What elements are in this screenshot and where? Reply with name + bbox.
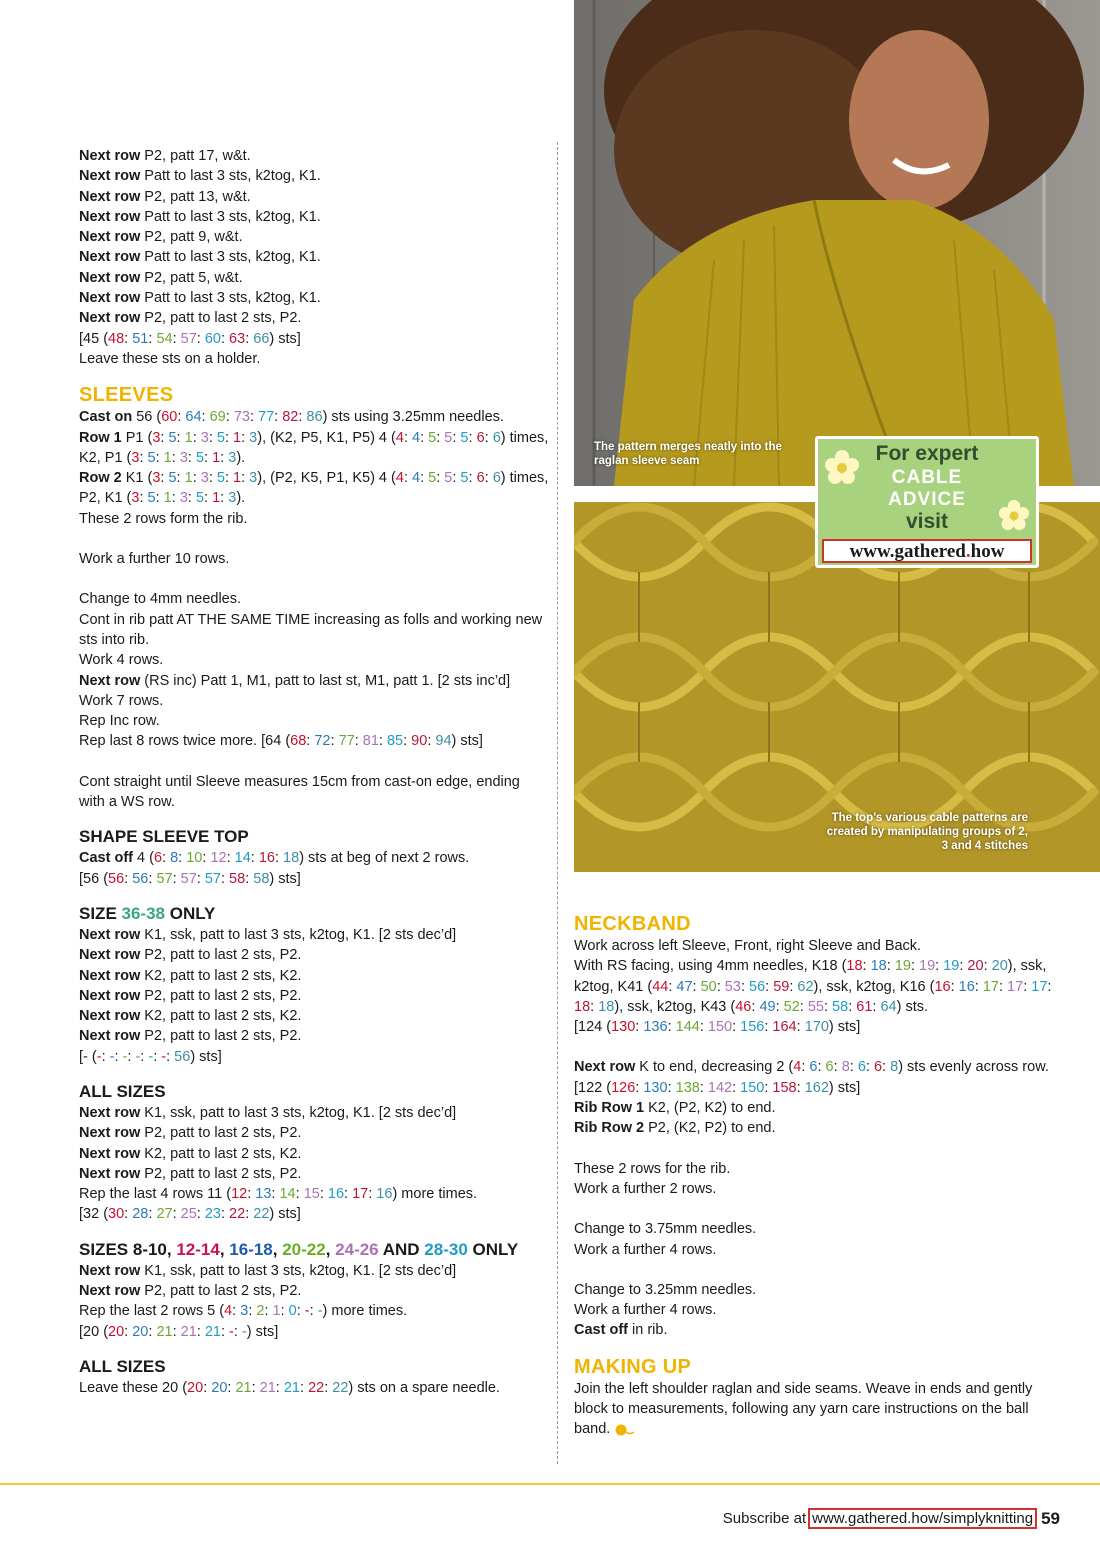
shape-sleeve-top-heading: SHAPE SLEEVE TOP	[79, 827, 249, 847]
pattern-row: Next row P2, patt 13, w&t.	[79, 188, 251, 205]
pickup-line: With RS facing, using 4mm needles, K18 (18: 18: 19: 19: 19: 20: 20), ssk, k2tog, K41 (44: 47: 50: 53: 56: 59: 62), ssk, k2tog, K16 (16: 16: 17: 17: 17: 18: 18), ssk, k2tog, K43 (46: 49: 52: 55: 58: 61: 64) sts.	[574, 958, 1052, 1015]
rib-note: These 2 rows for the rib.	[574, 1160, 731, 1177]
pattern-row: Next row K1, ssk, patt to last 3 sts, k2tog, K1. [2 sts dec’d]	[79, 1262, 457, 1279]
cast-off-counts: 4 (6: 8: 10: 12: 14: 16: 18)	[137, 850, 305, 867]
making-up-text: Join the left shoulder raglan and side seams. Weave in ends and gently block to measurements, following any yarn care instructions on the ball band.	[574, 1380, 1033, 1438]
inc-row-text: (RS inc) Patt 1, M1, patt to last st, M1, patt 1. [2 sts inc’d]	[140, 672, 511, 689]
stitch-count: [32 (30: 28: 27: 25: 23: 22: 22) sts]	[79, 1206, 301, 1223]
size-36-38-rows	[79, 925, 549, 1047]
footer-subscribe: Subscribe at	[722, 1510, 807, 1527]
all-sizes-heading-2: ALL SIZES	[79, 1356, 166, 1376]
model-photo	[574, 0, 1100, 486]
further-4a: Work a further 4 rows.	[574, 1241, 717, 1258]
promo-line-1: For expert	[875, 442, 979, 465]
change-375: Change to 3.75mm needles.	[574, 1221, 757, 1238]
work-7: Work 7 rows.	[79, 692, 164, 709]
dec-row: Next row K to end, decreasing 2 (4: 6: 6: 8: 6: 6: 8) sts evenly across row. [122 (126: 130: 138: 142: 150: 158: 162) sts]	[574, 1059, 1049, 1096]
pattern-row: Next row Patt to last 3 sts, k2tog, K1.	[79, 208, 321, 225]
stitch-count: [124 (130: 136: 144: 150: 156: 164: 170) sts]	[574, 1019, 861, 1036]
cont-straight: Cont straight until Sleeve measures 15cm from cast-on edge, ending with a WS row.	[79, 773, 520, 811]
pattern-row: Next row K2, patt to last 2 sts, K2.	[79, 967, 302, 984]
rep-last-8-text: Rep last 8 rows twice more. [	[79, 733, 266, 750]
stitch-count: [20 (20: 20: 21: 21: 21: -: -) sts]	[79, 1323, 279, 1340]
cast-off-line	[79, 848, 549, 868]
rep-last-8-counts: 64 (68: 72: 77: 81: 85: 90: 94)	[265, 733, 457, 750]
rib-row-2: Rib Row 2 P2, (K2, P2) to end.	[574, 1120, 776, 1137]
cast-off-tail: sts at beg of next 2 rows.	[304, 850, 470, 867]
all-sizes-rows	[79, 1103, 549, 1184]
pattern-row: Next row K1, ssk, patt to last 3 sts, k2tog, K1. [2 sts dec’d]	[79, 926, 457, 943]
stitch-count: [56 (56: 56: 57: 57: 57: 58: 58) sts]	[79, 870, 301, 887]
pattern-row: Next row P2, patt 9, w&t.	[79, 229, 243, 246]
pattern-row: Next row K2, patt to last 2 sts, K2.	[79, 1145, 302, 1162]
further-10: Work a further 10 rows.	[79, 551, 230, 568]
cast-off-label: Cast off	[79, 850, 133, 867]
neckband-heading: NECKBAND	[574, 913, 691, 935]
sleeves-heading: SLEEVES	[79, 384, 174, 407]
stitch-count: [45 (48: 51: 54: 57: 60: 63: 66) sts]	[79, 330, 301, 347]
making-up-heading: MAKING UP	[574, 1355, 692, 1378]
page-number: 59	[1041, 1508, 1060, 1528]
cast-off-rib: Cast off in rib.	[574, 1322, 668, 1339]
row-1-label: Row 1	[79, 429, 122, 446]
pattern-row: Next row K2, patt to last 2 sts, K2.	[79, 1008, 302, 1025]
sizes-multi-heading: SIZES 8-10, 12-14, 16-18, 20-22, 24-26 AND 28-30 ONLY	[79, 1239, 519, 1259]
footer-rule	[0, 1483, 1100, 1485]
further-4b: Work a further 4 rows.	[574, 1302, 717, 1319]
inc-row-label: Next row	[79, 672, 141, 689]
all-sizes-heading: ALL SIZES	[79, 1081, 166, 1101]
row-2: Row 2 K1 (3: 5: 1: 3: 5: 1: 3), (P2, K5, P1, K5) 4 (4: 4: 5: 5: 5: 6: 6) times, P2, K1 (3: 5: 1: 3: 5: 1: 3).	[79, 470, 549, 507]
promo-line-2: CABLE ADVICE	[888, 467, 966, 510]
left-column	[79, 146, 549, 1398]
row-1: Row 1 P1 (3: 5: 1: 3: 5: 1: 3), (K2, P5, K1, P5) 4 (4: 4: 5: 5: 5: 6: 6) times, K2, P1 (3: 5: 1: 3: 5: 1: 3).	[79, 429, 549, 466]
pattern-row: Next row P2, patt to last 2 sts, P2.	[79, 310, 302, 327]
work-4: Work 4 rows.	[79, 652, 164, 669]
work-across: Work across left Sleeve, Front, right Sleeve and Back.	[574, 938, 922, 954]
rep-last-4: Rep the last 4 rows 11 (12: 13: 14: 15: 16: 17: 16) more times.	[79, 1186, 478, 1203]
pattern-row: Next row P2, patt 5, w&t.	[79, 269, 243, 286]
cast-on-counts: 56 (60: 64: 69: 73: 77: 82: 86)	[136, 409, 328, 426]
cable-advice-promo	[815, 436, 1039, 568]
change-4mm: Change to 4mm needles.	[79, 591, 242, 608]
promo-line-4: visit	[905, 510, 949, 533]
pattern-row: Next row P2, patt 17, w&t.	[79, 148, 251, 164]
footer-subscribe-link[interactable]: www.gathered.how/simplyknitting	[808, 1508, 1037, 1529]
sizes-multi-rows	[79, 1261, 549, 1302]
pattern-row: Next row Patt to last 3 sts, k2tog, K1.	[79, 168, 321, 185]
inc-row	[79, 671, 549, 691]
pattern-row: Next row K1, ssk, patt to last 3 sts, k2tog, K1. [2 sts dec’d]	[79, 1104, 457, 1121]
short-rows-list	[79, 146, 549, 329]
promo-url-link[interactable]: www.gathered.how	[822, 539, 1032, 563]
further-2: Work a further 2 rows.	[574, 1180, 717, 1197]
column-divider	[557, 142, 558, 1464]
rep-last-8: Rep last 8 rows twice more. [64 (68: 72: 77: 81: 85: 90: 94) sts]	[79, 733, 483, 750]
pattern-row: Next row P2, patt to last 2 sts, P2.	[79, 1028, 302, 1045]
pattern-row: Next row Patt to last 3 sts, k2tog, K1.	[79, 290, 321, 307]
rib-note: These 2 rows form the rib.	[79, 510, 248, 527]
pattern-row: Next row P2, patt to last 2 sts, P2.	[79, 947, 302, 964]
right-column	[574, 912, 1054, 1440]
leave-spare: Leave these 20 (20: 20: 21: 21: 21: 22: 22) sts on a spare needle.	[79, 1379, 500, 1396]
cast-on-line	[79, 407, 549, 427]
photo-caption-cables: The top’s various cable patterns are created by manipulating groups of 2, 3 and 4 stitches	[826, 812, 1028, 852]
rib-row-1: Rib Row 1 K2, (P2, K2) to end.	[574, 1100, 776, 1117]
pattern-row: Next row P2, patt to last 2 sts, P2.	[79, 987, 302, 1004]
pattern-row: Next row P2, patt to last 2 sts, P2.	[79, 1283, 302, 1300]
photo-caption-seam: The pattern merges neatly into the raglan sleeve seam	[594, 441, 782, 467]
footer	[723, 1508, 1060, 1529]
pattern-row: Next row P2, patt to last 2 sts, P2.	[79, 1165, 302, 1182]
change-325: Change to 3.25mm needles.	[574, 1281, 757, 1298]
cast-on-tail: sts using 3.25mm needles.	[327, 409, 504, 426]
pattern-row: Next row P2, patt to last 2 sts, P2.	[79, 1125, 302, 1142]
pattern-row: Next row Patt to last 3 sts, k2tog, K1.	[79, 249, 321, 266]
cont-rib: Cont in rib patt AT THE SAME TIME increasing as folls and working new sts into rib.	[79, 611, 543, 648]
holder-note: Leave these sts on a holder.	[79, 350, 261, 367]
rep-inc: Rep Inc row.	[79, 713, 160, 730]
cast-on-label: Cast on	[79, 409, 133, 426]
row-2-label: Row 2	[79, 470, 122, 487]
stitch-count: [- (-: -: -: -: -: -: 56) sts]	[79, 1048, 222, 1065]
rep-last-2: Rep the last 2 rows 5 (4: 3: 2: 1: 0: -: -) more times.	[79, 1303, 408, 1320]
size-36-38-heading: SIZE 36-38 ONLY	[79, 903, 216, 923]
yarn-ball-icon	[614, 1424, 634, 1436]
